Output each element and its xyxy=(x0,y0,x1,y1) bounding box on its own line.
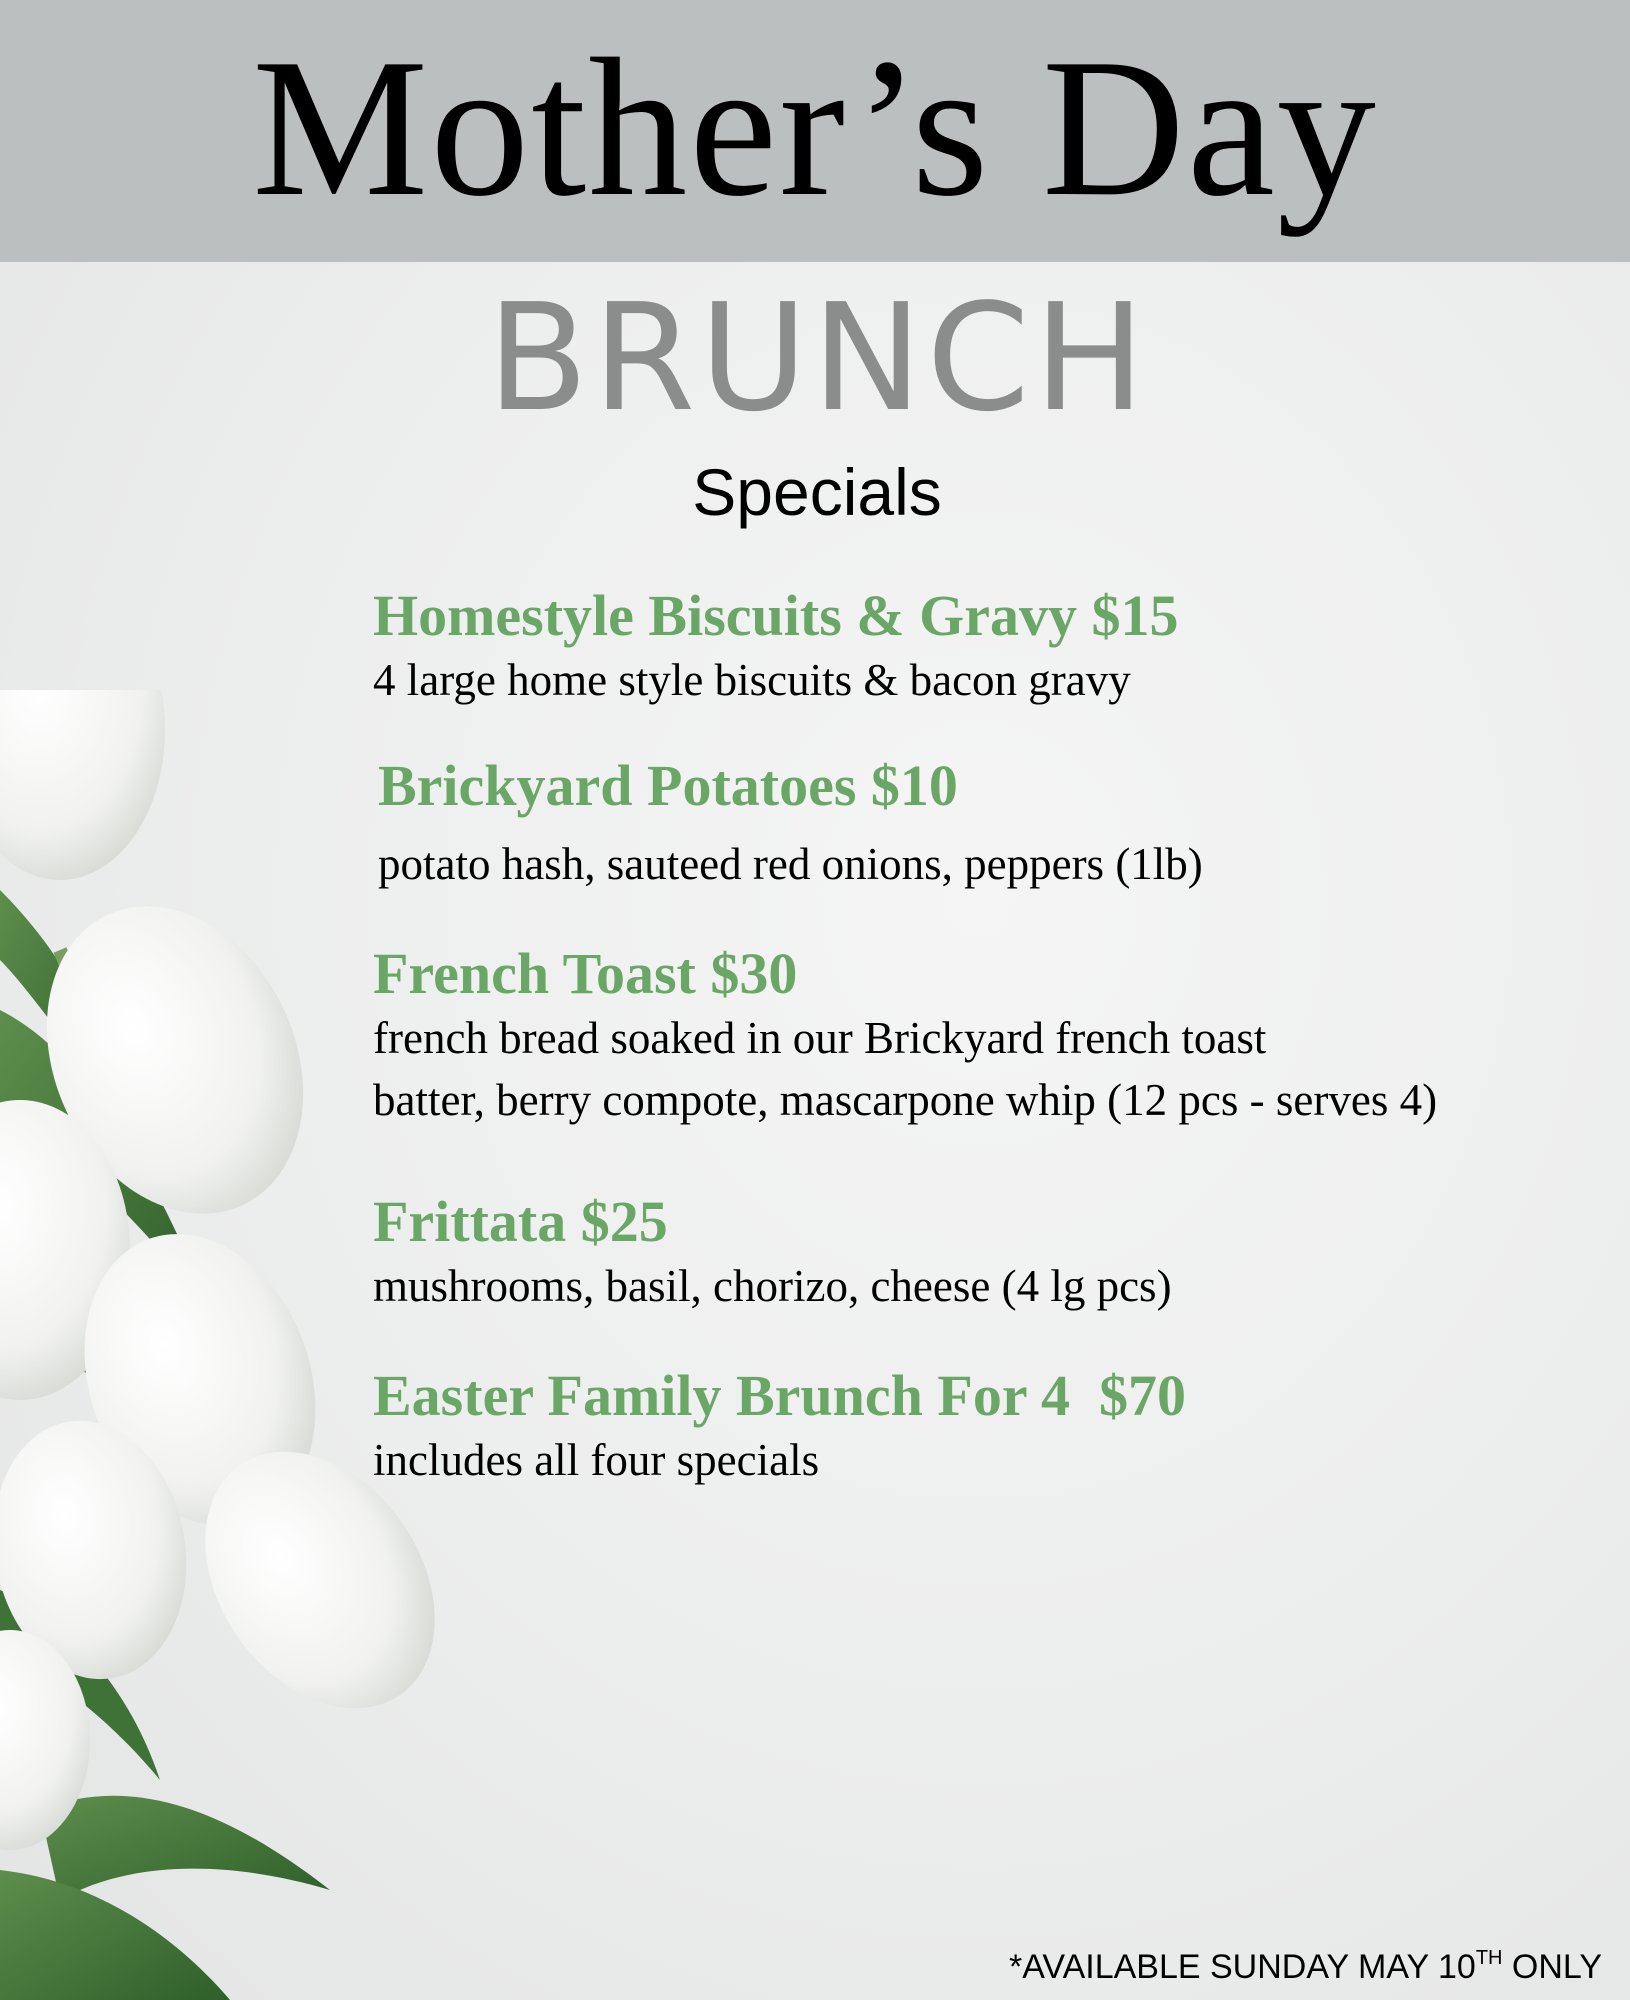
availability-note-suffix: ONLY xyxy=(1502,1948,1602,1986)
item-name: Homestyle Biscuits & Gravy $15 xyxy=(373,583,1179,648)
brunch-subtitle: BRUNCH xyxy=(486,272,1150,444)
menu-item-french-toast xyxy=(373,941,1603,1131)
item-description: potato hash, sauteed red onions, peppers (1lb) xyxy=(378,839,1203,889)
specials-label: Specials xyxy=(692,455,942,529)
item-name: French Toast $30 xyxy=(373,941,798,1006)
item-description: mushrooms, basil, chorizo, cheese (4 lg pcs) xyxy=(373,1261,1172,1311)
item-description: includes all four specials xyxy=(373,1435,820,1485)
item-name: Easter Family Brunch For 4 $70 xyxy=(373,1363,1187,1428)
menu-item-brickyard-potatoes xyxy=(378,753,1608,895)
availability-note-ordinal: TH xyxy=(1475,1947,1503,1969)
menu-item-biscuits-gravy xyxy=(373,583,1603,711)
availability-note xyxy=(1009,1935,1602,1990)
availability-note-text: *AVAILABLE SUNDAY MAY 10 xyxy=(1009,1948,1476,1986)
menu-item-family-brunch xyxy=(373,1363,1603,1491)
item-name: Brickyard Potatoes $10 xyxy=(378,753,958,818)
item-description: 4 large home style biscuits & bacon gravy xyxy=(373,655,1131,705)
item-description-line-1: french bread soaked in our Brickyard french toast xyxy=(373,1013,1267,1063)
item-name: Frittata $25 xyxy=(373,1189,668,1254)
page-title: Mother’s Day xyxy=(252,18,1378,237)
item-description-line-2: batter, berry compote, mascarpone whip (12 pcs - serves 4) xyxy=(373,1075,1438,1125)
menu-item-frittata xyxy=(373,1189,1603,1317)
